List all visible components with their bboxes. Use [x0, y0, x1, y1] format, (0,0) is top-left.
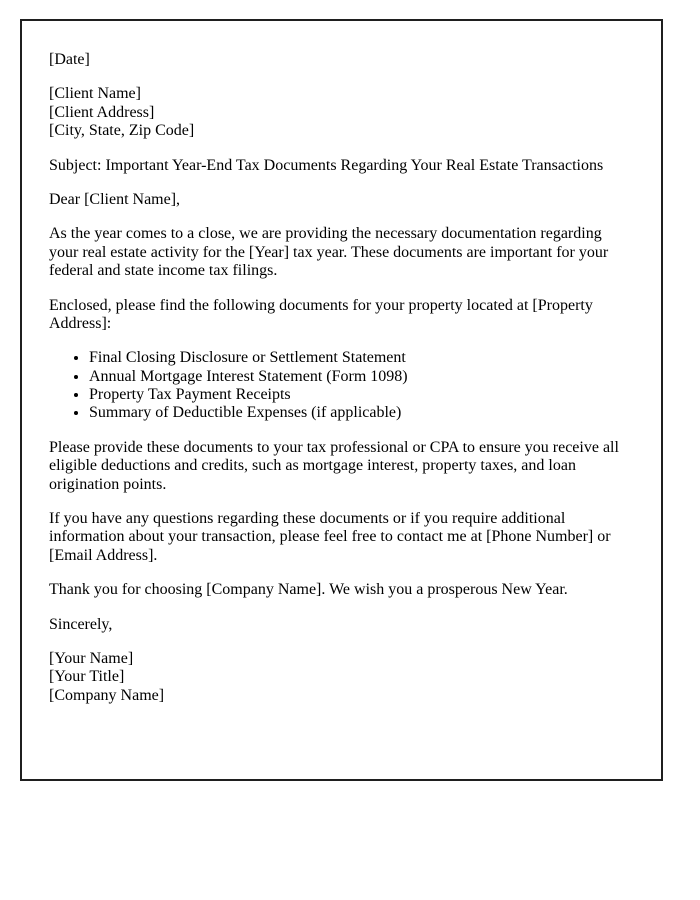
signature-block: [49, 650, 634, 705]
recipient-name: [Client Name]: [49, 85, 141, 103]
subject-line: Subject: Important Year-End Tax Documents Regarding Your Real Estate Transactions: [49, 156, 604, 174]
closing: Sincerely,: [49, 615, 113, 633]
salutation: Dear [Client Name],: [49, 190, 181, 208]
paragraph-tax-professional: Please provide these documents to your tax professional or CPA to ensure you receive all eligible deductions and credits, such as mortgage interest, property taxes, and loan origination points.: [49, 438, 619, 493]
list-item-deductible-expenses: • Summary of Deductible Expenses (if applicable): [89, 404, 634, 422]
paragraph-contact: If you have any questions regarding these documents or if you require additional information about your transaction, please feel free to contact me at [Phone Number] or [Email Address].: [49, 510, 611, 564]
paragraph-thanks: Thank you for choosing [Company Name]. We wish you a prosperous New Year.: [49, 581, 568, 599]
signature-title: [Your Title]: [49, 668, 125, 686]
date-placeholder: [Date]: [49, 51, 90, 68]
list-item-property-tax-receipts: • Property Tax Payment Receipts: [89, 386, 634, 404]
list-item-mortgage-interest: • Annual Mortgage Interest Statement (Form 1098): [89, 368, 634, 386]
document-list: [49, 349, 634, 423]
recipient-city-state-zip: [City, State, Zip Code]: [49, 122, 195, 140]
paragraph-intro: As the year comes to a close, we are providing the necessary documentation regarding your real estate activity for the [Year] tax year. These documents are important for your federal and state income tax filings.: [49, 225, 609, 280]
paragraph-enclosed: Enclosed, please find the following documents for your property located at [Property Address]:: [49, 296, 593, 332]
list-item-closing-disclosure: • Final Closing Disclosure or Settlement Statement: [89, 349, 634, 367]
signature-company: [Company Name]: [49, 686, 165, 704]
signature-name: [Your Name]: [49, 649, 134, 667]
date-block: [49, 51, 634, 69]
letter-document: [20, 19, 663, 781]
recipient-address: [Client Address]: [49, 103, 155, 121]
recipient-block: [49, 85, 634, 140]
